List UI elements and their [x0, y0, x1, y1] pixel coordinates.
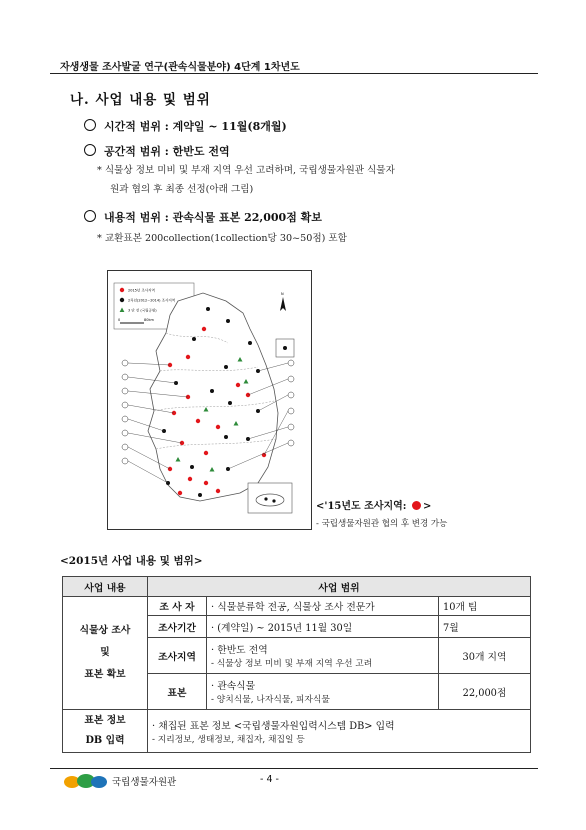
running-header: 자생생물 조사발굴 연구(관속식물분야) 4단계 1차년도 — [60, 62, 300, 73]
jeju-site — [264, 497, 267, 500]
legend-red-dot — [120, 288, 124, 292]
bullet-text: 시간적 범위 : 계약일 ~ 11월(8개월) — [104, 120, 287, 133]
map-caption-note: - 국립생물자원관 협의 후 변경 가능 — [316, 519, 448, 529]
bullet-content-scope — [84, 209, 322, 225]
page-number: - 4 - — [260, 774, 279, 785]
group-label-line: 및 — [100, 647, 110, 658]
row-desc-area — [207, 638, 439, 674]
circle-bullet-icon — [84, 210, 96, 222]
row-value-area: 30개 지역 — [439, 638, 531, 674]
legend-label-2015: 2015년 조사지역 — [128, 288, 155, 293]
institute-logo — [62, 772, 108, 794]
row-label-area: 조사지역 — [148, 638, 207, 674]
korea-map-svg — [108, 271, 311, 529]
desc-main: · 관속식물 — [211, 681, 256, 692]
north-label: N — [281, 292, 284, 296]
bullet-text: 공간적 범위 : 한반도 전역 — [104, 145, 230, 158]
project-scope-table — [62, 576, 531, 753]
section-title: 나. 사업 내용 및 범위 — [70, 92, 211, 108]
jeju-outline — [256, 494, 284, 506]
logo-mark-icon — [62, 772, 108, 790]
circle-bullet-icon — [84, 144, 96, 156]
db-input-desc — [148, 710, 531, 753]
row-value-surveyor: 10개 팀 — [439, 597, 531, 616]
header-cell-content: 사업 내용 — [63, 577, 148, 597]
scale-zero: 0 — [118, 318, 121, 322]
bullet-time-scope — [84, 118, 287, 134]
group-label-line: DB 입력 — [85, 735, 125, 746]
header-cell-scope: 사업 범위 — [148, 577, 531, 597]
space-note-line-1: * 식물상 정보 미비 및 부재 지역 우선 고려하며, 국립생물자원관 식물자 — [97, 165, 395, 176]
footer-rule — [50, 768, 538, 769]
row-desc-surveyor: · 식물분류학 전공, 식물상 조사 전문가 — [207, 597, 439, 616]
jeju-site — [272, 499, 275, 502]
survey-area-map — [107, 270, 312, 530]
row-value-specimen: 22,000점 — [439, 674, 531, 710]
legend-label-prev: 2차년(2012~2014) 조사지역 — [128, 298, 176, 303]
legend-label-park: 3 단 선 (국립공원) — [128, 308, 157, 313]
circle-bullet-icon — [84, 119, 96, 131]
db-desc-sub: - 지리정보, 생태정보, 채집자, 채집일 등 — [152, 734, 305, 745]
caption-close: > — [422, 501, 432, 512]
red-dot-icon — [412, 501, 421, 510]
row-desc-period: · (계약일) ~ 2015년 11월 30일 — [207, 616, 439, 638]
bullet-space-scope — [84, 143, 230, 159]
footer-org: 국립생물자원관 — [112, 777, 177, 788]
group-survey-label — [63, 597, 148, 710]
header-rule — [50, 73, 538, 74]
table-title: <2015년 사업 내용 및 범위> — [60, 555, 203, 567]
caption-label: <'15년도 조사지역: — [316, 501, 407, 512]
map-caption — [316, 497, 431, 512]
row-label-surveyor: 조 사 자 — [148, 597, 207, 616]
group-label-line: 표본 정보 — [84, 715, 126, 726]
row-desc-specimen — [207, 674, 439, 710]
db-desc-main: · 채집된 표본 정보 <국립생물자원입력시스템 DB> 입력 — [152, 720, 395, 732]
desc-main: · 한반도 전역 — [211, 645, 268, 656]
group-label-line: 표본 확보 — [84, 669, 126, 680]
desc-sub: - 양치식물, 나자식물, 피자식물 — [211, 695, 330, 705]
content-note: * 교환표본 200collection(1collection당 30~50점) 포함 — [97, 233, 347, 244]
bullet-text: 내용적 범위 : 관속식물 표본 22,000점 확보 — [104, 211, 322, 224]
north-arrow-icon — [280, 297, 286, 311]
scale-unit: 80km — [144, 318, 154, 322]
space-note-line-2: 원과 협의 후 최종 선정(아래 그림) — [110, 184, 254, 195]
row-value-period: 7월 — [439, 616, 531, 638]
row-label-period: 조사기간 — [148, 616, 207, 638]
row-label-specimen: 표본 — [148, 674, 207, 710]
group-db-label — [63, 710, 148, 753]
desc-sub: - 식물상 정보 미비 및 부재 지역 우선 고려 — [211, 659, 373, 669]
island-site — [283, 346, 287, 350]
group-label-line: 식물상 조사 — [79, 625, 131, 636]
legend-black-dot — [120, 298, 124, 302]
